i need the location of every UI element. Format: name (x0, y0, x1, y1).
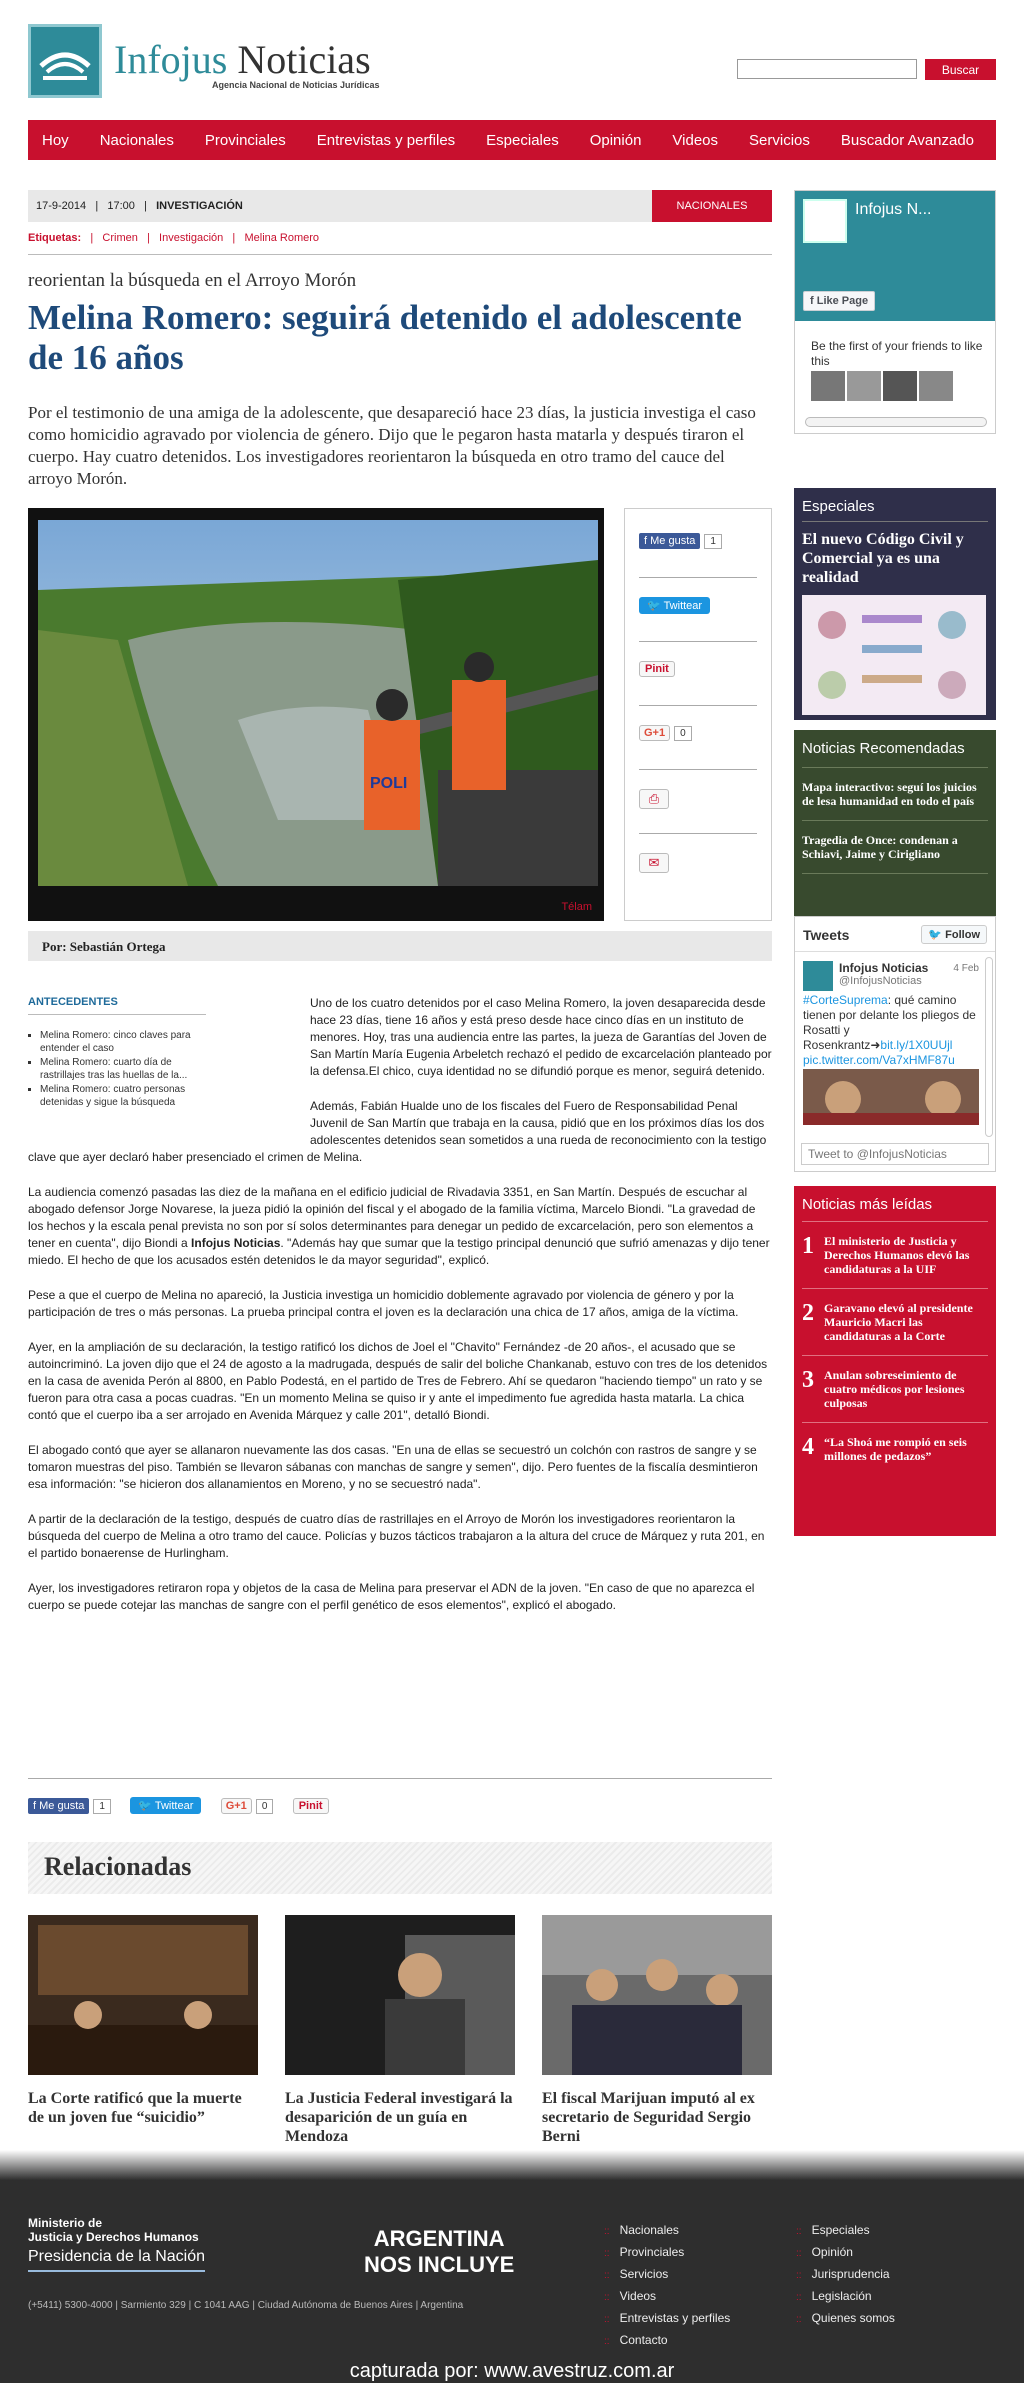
article-date: 17-9-2014 (36, 200, 87, 212)
gplus-count: 0 (256, 1799, 274, 1814)
related-title[interactable]: La Corte ratificó que la muerte de un joven fue “suicidio” (28, 2090, 242, 2126)
tweet-author-name[interactable]: Infojus Noticias (839, 961, 929, 975)
relacionadas-header: Relacionadas (28, 1842, 772, 1894)
tags-label: Etiquetas: (28, 232, 82, 244)
tags-row: Etiquetas: | Crimen | Investigación | Melina Romero (28, 232, 320, 244)
footer-link[interactable]: :: Entrevistas y perfiles (604, 2308, 730, 2330)
related-title[interactable]: La Justicia Federal investigará la desaparición de un guía en Mendoza (285, 2090, 513, 2145)
antecedentes-link[interactable]: ▪ Melina Romero: cinco claves para entender el caso (40, 1029, 206, 1055)
article-category[interactable]: INVESTIGACIÓN (156, 200, 243, 212)
article-paragraph: Pese a que el cuerpo de Melina no apareció, la Justicia investiga un homicidio doblemente agravado por violencia de género y por la participación de tres o más personas. La prueba principal contra el joven es la declaración una chica de 17 años, amiga de la víctima. (28, 1288, 739, 1319)
mas-leidas-title: Noticias más leídas (802, 1196, 988, 1222)
site-footer (0, 2180, 1024, 2383)
twitter-share-label: Twittear (663, 600, 703, 612)
article-paragraph (28, 1184, 772, 1269)
paragraph-text: . "Además hay que sumar que la testigo principal denunció que sufrió amenazas y dijo tener miedo. El hecho de que los acusados estén detenidos le da mayor seguridad", explicó. (28, 1236, 770, 1267)
section-button[interactable]: NACIONALES (652, 190, 772, 222)
photo-text: POLI (370, 775, 408, 792)
site-header (28, 22, 996, 102)
print-row (639, 789, 757, 809)
fb-icon: f (644, 535, 648, 547)
tweet-text: : qué camino tienen por delante los pliegos de Rosatti y Rosenkrantz➜ (803, 993, 976, 1052)
nav-item-opinion[interactable]: Opinión (589, 131, 642, 149)
tweet-author-handle[interactable]: @InfojusNoticias (839, 975, 922, 987)
article-lead: Por el testimonio de una amiga de la adolescente, que desapareció hace 23 días, la justicia investiga el caso como homicidio agravado por violencia de género. Dijo que le pegaron hasta matarla y después tiraron el cuerpo. Hay cuatro detenidos. Los investigadores reorientaron la búsqueda en otro tramo del cauce del arroyo Morón. (28, 403, 756, 488)
argentina-logo: ARGENTINA NOS INCLUYE (364, 2226, 515, 2277)
rank-number: 2 (802, 1300, 814, 1326)
email-row (639, 853, 757, 873)
fb-like-button[interactable]: f Me gusta (28, 1798, 89, 1814)
footer-link[interactable]: :: Contacto (604, 2330, 730, 2352)
footer-fade (0, 2150, 1024, 2180)
recomendada-link[interactable]: Mapa interactivo: seguí los juicios de lesa humanidad en todo el país (802, 780, 988, 821)
divider (639, 833, 757, 834)
site-logo-text[interactable] (114, 38, 371, 82)
related-image[interactable] (28, 1915, 258, 2075)
pinterest-button[interactable]: Pinit (639, 661, 675, 677)
twitter-share-button[interactable]: 🐦 Twittear (130, 1797, 201, 1814)
fb-friend-thumb[interactable] (847, 371, 881, 401)
tw-share-row (130, 1797, 201, 1814)
nav-item-provinciales[interactable]: Provinciales (204, 131, 286, 149)
mas-leidas-item[interactable] (802, 1435, 988, 1475)
mas-leidas-item[interactable] (802, 1301, 988, 1356)
fb-icon: f (810, 295, 814, 307)
mas-leidas-item[interactable] (802, 1368, 988, 1423)
tweet-image[interactable] (803, 1069, 979, 1125)
related-card[interactable] (28, 1915, 258, 2127)
share-sidebar (624, 508, 772, 921)
bottom-share-bar (28, 1778, 772, 1814)
especiales-headline[interactable]: El nuevo Código Civil y Comercial ya es una realidad (802, 531, 964, 586)
article-meta-bar (28, 190, 772, 222)
mas-leidas-title-link[interactable]: El ministerio de Justicia y Derechos Humanos elevó las candidaturas a la UIF (824, 1234, 970, 1276)
pinterest-button[interactable]: Pinit (293, 1798, 329, 1814)
related-image[interactable] (542, 1915, 772, 2075)
follow-label: Follow (945, 929, 980, 941)
nav-item-hoy[interactable]: Hoy (42, 131, 69, 149)
paragraph-text: La audiencia comenzó pasadas las diez de la mañana en el edificio judicial de Rivadavia 3351, en San Martín. Después de escuchar al abogado defensor Jorge Novarese, la jueza pidió la opinión del fiscal y el abogado de la familia víctima, Marcelo Biondi. "La gravedad de los hechos y la escala penal prevista no son por sí solos determinantes para denegar un pedido de excarcelación, pero son elementos a tener en cuenta", dijo Biondi a (28, 1185, 756, 1250)
tw-share-row (639, 597, 757, 614)
gplus-button[interactable]: G+1 (639, 725, 670, 741)
pin-share-row (293, 1798, 329, 1814)
footer-link[interactable]: :: Jurisprudencia (796, 2264, 895, 2286)
related-card[interactable] (285, 1915, 515, 2146)
divider (28, 254, 772, 255)
divider (639, 769, 757, 770)
antecedentes-link[interactable]: ▪ Melina Romero: cuarto día de rastrillajes tras las huellas de la... (40, 1056, 206, 1082)
tweet-body (803, 993, 979, 1068)
fb-page-avatar (803, 199, 847, 243)
article-paragraph: Ayer, los investigadores retiraron ropa y objetos de la casa de Melina para preservar el ADN de la joven. "En caso de que no aparezca el cuerpo se puede cotejar las manchas de sangre con el perfil genético de esos elementos", explicó el abogado. (28, 1581, 755, 1612)
footer-links-col2 (796, 2220, 895, 2330)
twitter-icon: 🐦 (647, 600, 661, 612)
divider (795, 951, 995, 952)
related-card[interactable] (542, 1915, 772, 2146)
nav-item-entrevistas[interactable]: Entrevistas y perfiles (316, 131, 456, 149)
article-paragraph: Además, Fabián Hualde uno de los fiscales del Fuero de Responsabilidad Penal Juvenil de San Martín que trabaja en la causa, pidió que en los próximos días los dos adolescentes detenidos sean sometidos a una rueda de reconocimiento con la testigo clave que ayer declaró haber presenciado el crimen de Melina. (28, 1099, 767, 1164)
related-image[interactable] (285, 1915, 515, 2075)
especiales-image[interactable] (802, 595, 986, 715)
fb-scrollbar[interactable] (805, 417, 987, 427)
article-photo[interactable] (28, 508, 604, 921)
article-paragraph: Uno de los cuatro detenidos por el caso Melina Romero, la joven desaparecida desde hace 23 días, tiene 16 años y está preso desde hace cinco días en un instituto de menores. Hoy, tras una audiencia entre las partes, la jueza de Garantías del Joven de San Martín María Eugenia Arbeletch rechazó el pedido de excarcelación planteado por la defensa.El chico, cuya identidad no se difundió porque es menor, seguirá detenido. (310, 996, 772, 1078)
article-meta: 17-9-2014 | 17:00 | INVESTIGACIÓN (36, 200, 243, 212)
nav-item-nacionales[interactable]: Nacionales (99, 131, 174, 149)
paragraph-bold: Infojus Noticias (191, 1236, 281, 1250)
twitter-share-label: Twittear (154, 1800, 194, 1812)
footer-link[interactable]: :: Servicios (604, 2264, 730, 2286)
article-kicker: reorientan la búsqueda en el Arroyo Morón (28, 270, 357, 291)
fb-like-label: Me gusta (39, 1799, 85, 1812)
tag-link[interactable]: Crimen (102, 232, 138, 244)
especiales-title[interactable]: Especiales (802, 498, 988, 522)
presidencia-logo[interactable]: Presidencia de la Nación (28, 2248, 205, 2272)
article-time: 17:00 (107, 200, 135, 212)
search-input[interactable] (737, 59, 917, 79)
tweet-date[interactable]: 4 Feb (953, 963, 979, 974)
divider (639, 705, 757, 706)
facebook-page-widget (794, 190, 996, 434)
recomendadas-title: Noticias Recomendadas (802, 740, 988, 768)
mas-leidas-title-link[interactable]: Anulan sobreseimiento de cuatro médicos por lesiones culposas (824, 1368, 965, 1410)
nav-item-videos[interactable]: Videos (672, 131, 719, 149)
antecedentes-box (28, 996, 206, 1110)
rank-number: 1 (802, 1233, 814, 1259)
fb-share-row (639, 533, 757, 549)
footer-link[interactable]: :: Especiales (796, 2220, 895, 2242)
gplus-button[interactable]: G+1 (221, 1798, 252, 1814)
gplus-count: 0 (674, 726, 692, 741)
pin-share-row (639, 661, 757, 677)
tweet-link[interactable]: pic.twitter.com/Va7xHMF87u (803, 1053, 955, 1067)
article-paragraph: A partir de la declaración de la testigo, después de cuatro días de rastrillajes en el Arroyo de Morón los investigadores reorientaron la búsqueda del cuerpo de Melina a otro tramo del cauce. Policías y buzos tácticos trabajaron a la altura del cruce de Márquez y ruta 201, en el partido bonaerense de Hurlingham. (28, 1512, 765, 1560)
footer-link[interactable]: :: Legislación (796, 2286, 895, 2308)
gplus-share-row (639, 725, 757, 741)
footer-link[interactable]: :: Videos (604, 2286, 730, 2308)
twitter-share-button[interactable] (639, 597, 710, 614)
recomendada-link[interactable]: Tragedia de Once: condenan a Schiavi, Jaime y Cirigliano (802, 833, 988, 874)
rank-number: 3 (802, 1367, 814, 1393)
fb-like-page-button[interactable] (803, 291, 875, 311)
mas-leidas-box (794, 1186, 996, 1536)
article-paragraph: El abogado contó que ayer se allanaron nuevamente las dos casas. "En una de ellas se secuestró un colchón con rastros de sangre y se tomaron muestras del piso. También se llevaron sábanas con manchas de sangre y semen", dijo. Pero fuentes de la fiscalía desmintieron esa información: "se hicieron dos allanamientos en Moreno, y no se secuestró nada". (28, 1443, 758, 1491)
logo-primary: Infojus (114, 37, 228, 82)
footer-link[interactable]: :: Quienes somos (796, 2308, 895, 2330)
divider (639, 641, 757, 642)
fb-like-count: 1 (704, 534, 722, 549)
author-bar: Por: Sebastián Ortega (28, 931, 772, 961)
search-button[interactable]: Buscar (925, 59, 996, 80)
fb-like-count: 1 (93, 1799, 111, 1814)
tweet-to-input[interactable]: Tweet to @InfojusNoticias (801, 1143, 989, 1165)
antecedentes-link[interactable]: ▪ Melina Romero: cuatro personas detenidas y sigue la búsqueda (40, 1083, 206, 1109)
print-icon[interactable]: ⎙ (639, 789, 669, 809)
especiales-box (794, 488, 996, 720)
related-title[interactable]: El fiscal Marijuan imputó al ex secretario de Seguridad Sergio Berni (542, 2090, 755, 2145)
fb-share-row (28, 1798, 111, 1814)
main-nav (28, 120, 996, 160)
infojus-logo-icon[interactable] (28, 24, 102, 98)
antecedentes-list (40, 1029, 206, 1109)
nav-item-buscador[interactable]: Buscador Avanzado (840, 131, 975, 149)
twitter-icon: 🐦 (928, 929, 943, 941)
fb-friend-thumb[interactable] (883, 371, 917, 401)
gplus-share-row (221, 1798, 274, 1814)
footer-link[interactable]: :: Opinión (796, 2242, 895, 2264)
tag-link[interactable]: Melina Romero (244, 232, 320, 244)
mas-leidas-title-link[interactable]: “La Shoá me rompió en seis millones de pedazos” (824, 1435, 967, 1463)
antecedentes-title: ANTECEDENTES (28, 996, 206, 1015)
logo-tagline: Agencia Nacional de Noticias Jurídicas (212, 80, 380, 90)
footer-address: (+5411) 5300-4000 | Sarmiento 329 | C 1041 AAG | Ciudad Autónoma de Buenos Aires | Argentina (28, 2300, 464, 2311)
mas-leidas-item[interactable] (802, 1234, 988, 1289)
fb-like-label: Me gusta (650, 535, 696, 547)
divider (639, 577, 757, 578)
tag-link[interactable]: Investigación (159, 232, 224, 244)
fb-cover-image[interactable] (795, 191, 995, 321)
fb-friends-text: Be the first of your friends to like this (811, 339, 983, 368)
rank-number: 4 (802, 1434, 814, 1460)
fb-friend-thumb[interactable] (919, 371, 953, 401)
tweet-hashtag[interactable]: #CorteSuprema (803, 993, 888, 1007)
footer-link[interactable]: :: Nacionales (604, 2220, 730, 2242)
fb-page-title[interactable]: Infojus N... (855, 201, 932, 218)
nav-item-especiales[interactable]: Especiales (486, 131, 559, 149)
photo-credit: Télam (561, 901, 592, 913)
footer-links-col1 (604, 2220, 730, 2352)
article-headline: Melina Romero: seguirá detenido el adolescente de 16 años (28, 298, 742, 377)
ministerio-logo[interactable]: Ministerio de Justicia y Derechos Humanos (28, 2216, 199, 2244)
twitter-follow-button[interactable] (921, 925, 987, 944)
email-icon[interactable]: ✉ (639, 853, 669, 873)
tweets-title[interactable]: Tweets (803, 927, 850, 943)
tweet-avatar[interactable] (803, 961, 833, 991)
fb-friend-thumb[interactable] (811, 371, 845, 401)
article-paragraph: Ayer, en la ampliación de su declaración, la testigo ratificó los dichos de Joel el "Chavito" Fernández -de 20 años-, el acusado que se autoincriminó. La joven dijo que el 24 de agosto a la madrugada, después de salir del boliche Chankanab, estuvo con tres de los detenidos en la casa de avenida Perón al 8800, en Pablo Podestá, en el partido de Tres de Febrero. Ahí se quedaron "haciendo tiempo" un rato y se fueron para otra casa a pocas cuadras. "En un momento Melina se quiso ir y ante el impedimento fue agredida hasta matarla. La chica contó que el cuerpo iba a ser arrojado en Avenida Márquez y calle 201", detalló Biondi. (28, 1340, 768, 1422)
mas-leidas-title-link[interactable]: Garavano elevó al presidente Mauricio Macri las candidaturas a la Corte (824, 1301, 973, 1343)
footer-link[interactable]: :: Provinciales (604, 2242, 730, 2264)
nav-item-servicios[interactable]: Servicios (749, 131, 810, 149)
logo-secondary: Noticias (237, 37, 371, 82)
twitter-widget (794, 916, 996, 1172)
capture-caption: capturada por: www.avestruz.com.ar (349, 2360, 675, 2382)
fb-like-page-label: Like Page (816, 295, 869, 307)
tweet-link[interactable]: bit.ly/1X0UUjl (880, 1038, 953, 1052)
fb-like-button[interactable] (639, 533, 700, 549)
tweets-scrollbar[interactable] (985, 957, 993, 1137)
